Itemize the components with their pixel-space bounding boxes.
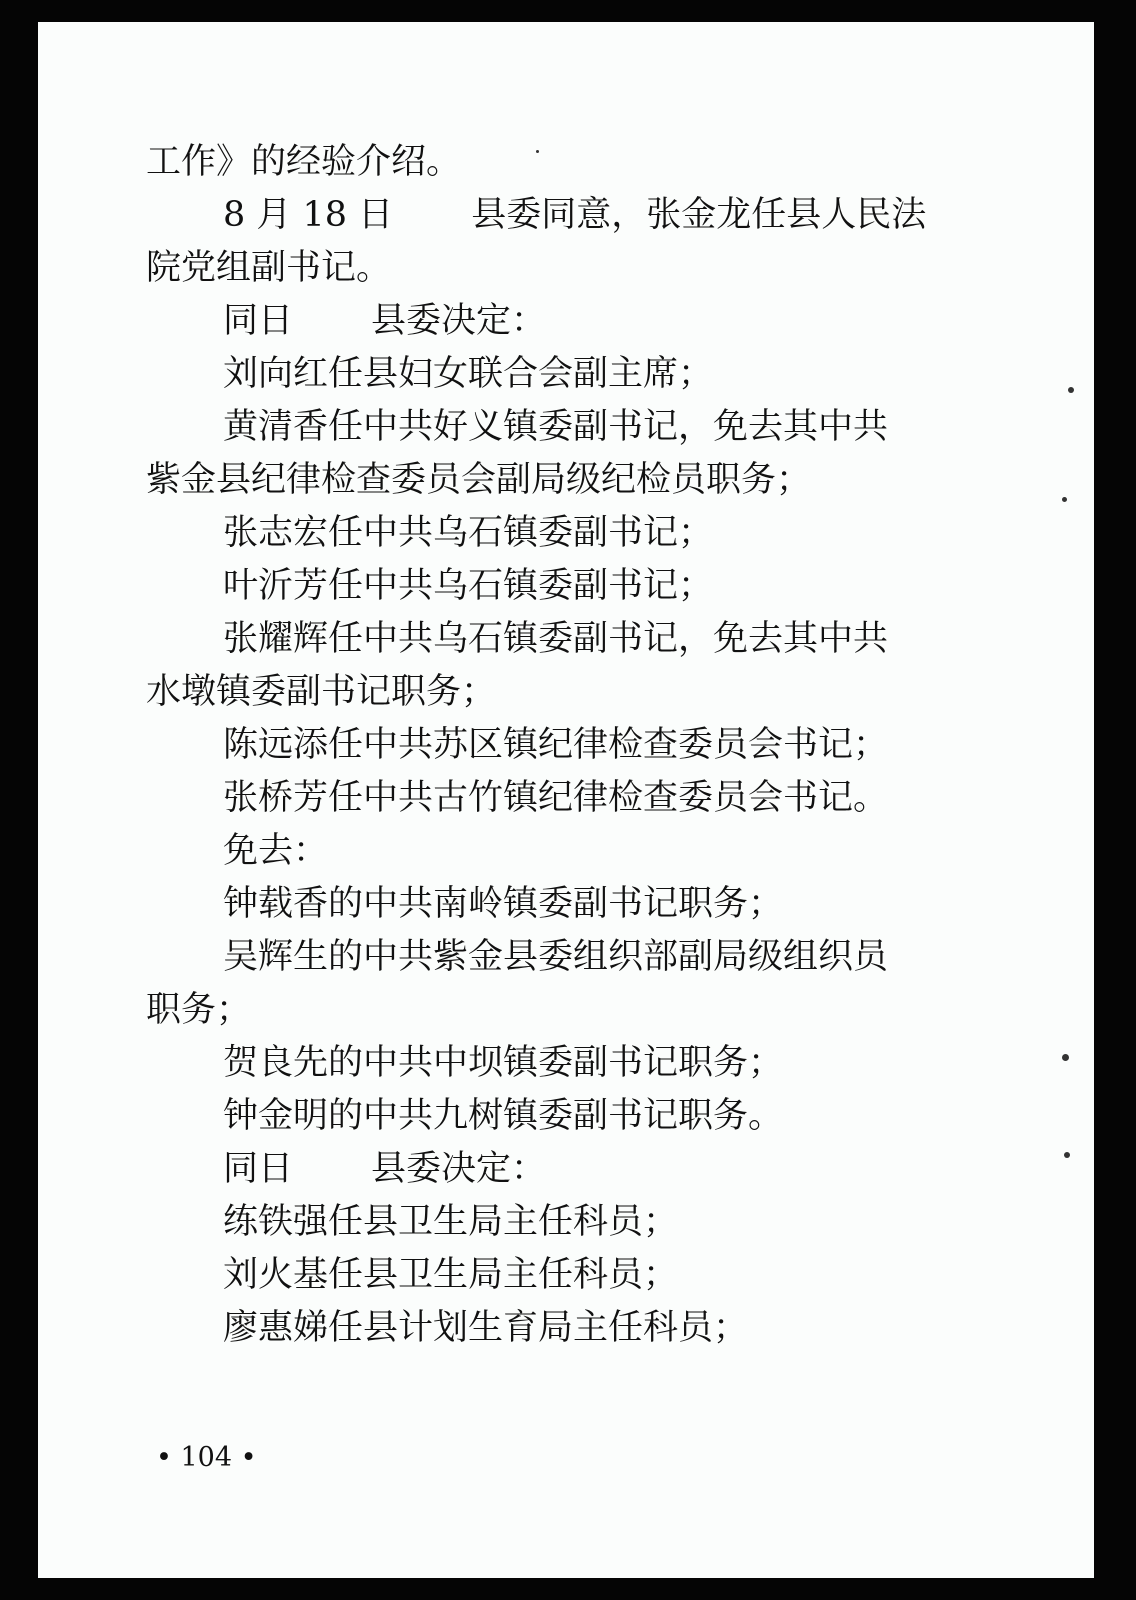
text-line: 张志宏任中共乌石镇委副书记；: [223, 513, 714, 553]
entry-date-line: [223, 1147, 546, 1191]
text-line: 钟金明的中共九树镇委副书记职务。: [223, 1096, 784, 1136]
document-page: [38, 22, 1094, 1578]
text-line: 张桥芳任中共古竹镇纪律检查委员会书记。: [223, 778, 889, 818]
page-number: • 104 •: [156, 1442, 257, 1473]
text-line: 廖惠娣任县计划生育局主任科员；: [223, 1308, 749, 1348]
scan-speck: [1062, 1054, 1069, 1061]
entry-date: 8 月 18 日: [223, 195, 394, 235]
entry-text: 县委同意，张金龙任县人民法: [471, 195, 927, 235]
entry-date: 同日: [223, 301, 294, 341]
text-line: 免去：: [223, 831, 329, 871]
scan-speck: [1062, 497, 1067, 502]
text-line: 水墩镇委副书记职务；: [146, 672, 497, 712]
scan-speck: [1064, 1152, 1070, 1158]
entry-text: 县委决定：: [371, 301, 547, 341]
text-line: 紫金县纪律检查委员会副局级纪检员职务；: [146, 460, 812, 500]
text-line: 刘火基任县卫生局主任科员；: [223, 1255, 679, 1295]
scan-speck: [1068, 387, 1074, 393]
text-line: 张耀辉任中共乌石镇委副书记，免去其中共: [223, 619, 889, 659]
scan-speck: [536, 150, 539, 153]
text-line: 院党组副书记。: [146, 248, 392, 288]
entry-date-line: [223, 299, 546, 343]
entry-text: 县委决定：: [371, 1149, 547, 1189]
text-line: 叶沂芳任中共乌石镇委副书记；: [223, 566, 714, 606]
entry-date-line: [223, 193, 926, 237]
text-line: 刘向红任县妇女联合会副主席；: [223, 354, 714, 394]
text-line: 职务；: [146, 990, 252, 1030]
text-line: 贺良先的中共中坝镇委副书记职务；: [223, 1043, 784, 1083]
text-line: 黄清香任中共好义镇委副书记，免去其中共: [223, 407, 889, 447]
text-line: 钟载香的中共南岭镇委副书记职务；: [223, 884, 784, 924]
text-line: 工作》的经验介绍。: [146, 142, 462, 182]
text-line: 练铁强任县卫生局主任科员；: [223, 1202, 679, 1242]
text-line: 吴辉生的中共紫金县委组织部副局级组织员: [223, 937, 889, 977]
text-line: 陈远添任中共苏区镇纪律检查委员会书记；: [223, 725, 889, 765]
entry-date: 同日: [223, 1149, 294, 1189]
